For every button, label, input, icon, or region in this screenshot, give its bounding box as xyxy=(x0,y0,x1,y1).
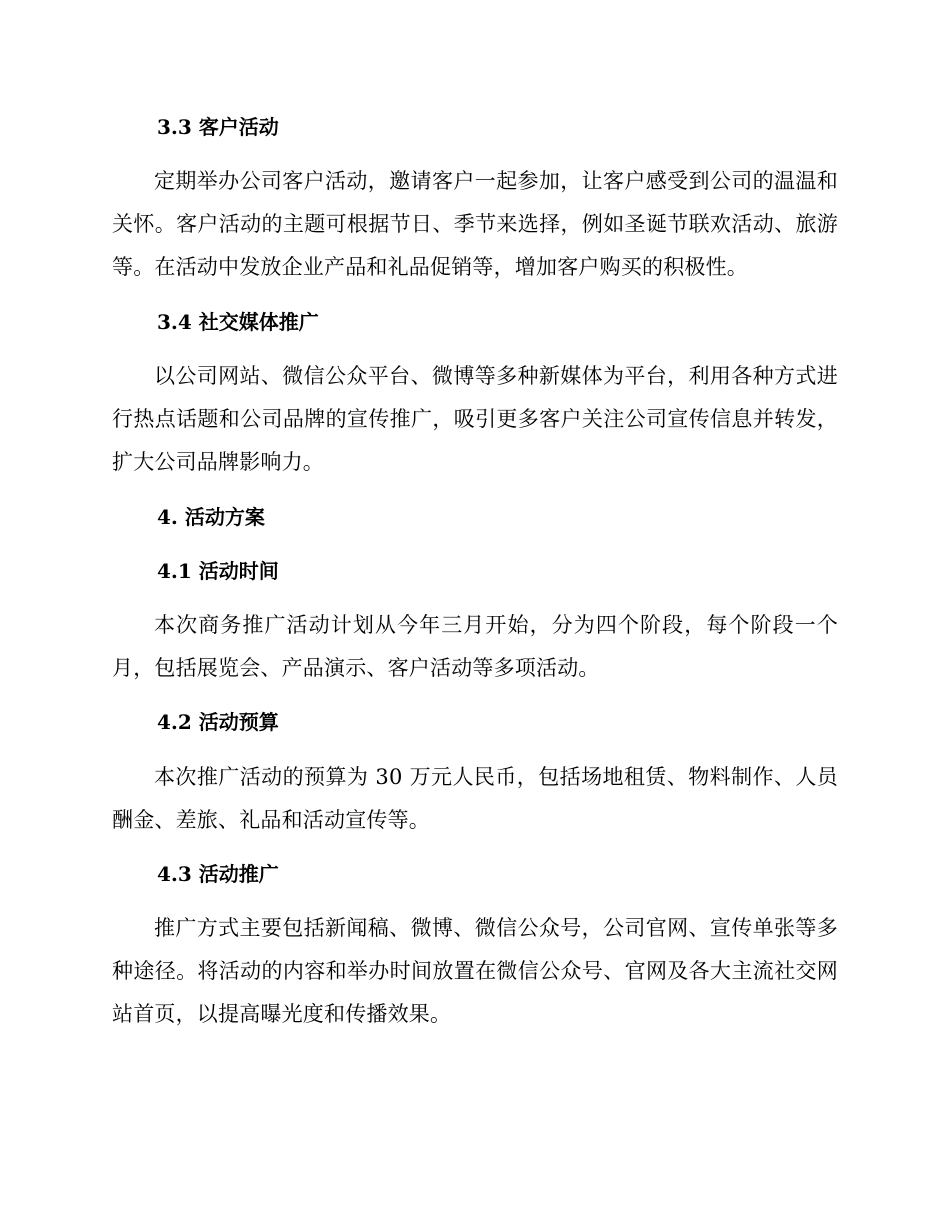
section-heading-4: 4. 活动方案 xyxy=(157,505,265,529)
section-paragraph-4-2: 本次推广活动的预算为 30 万元人民币，包括场地租赁、物料制作、人员酬金、差旅、礼品和活动宣传等。 xyxy=(112,765,838,832)
section-paragraph-4-1: 本次商务推广活动计划从今年三月开始，分为四个阶段，每个阶段一个月，包括展览会、产品演示、客户活动等多项活动。 xyxy=(112,613,838,680)
section-heading-4-2: 4.2 活动预算 xyxy=(157,710,279,734)
section-heading-3-3: 3.3 客户活动 xyxy=(157,115,279,139)
section-paragraph-3-4: 以公司网站、微信公众平台、微博等多种新媒体为平台，利用各种方式进行热点话题和公司品牌的宣传推广，吸引更多客户关注公司宣传信息并转发，扩大公司品牌影响力。 xyxy=(112,364,838,474)
section-paragraph-3-3: 定期举办公司客户活动，邀请客户一起参加，让客户感受到公司的温温和关怀。客户活动的主题可根据节日、季节来选择，例如圣诞节联欢活动、旅游等。在活动中发放企业产品和礼品促销等，增加客户购买的积极性。 xyxy=(112,169,838,279)
section-heading-4-1: 4.1 活动时间 xyxy=(157,559,279,583)
section-heading-3-4: 3.4 社交媒体推广 xyxy=(157,310,319,334)
section-heading-4-3: 4.3 活动推广 xyxy=(157,862,279,886)
section-paragraph-4-3: 推广方式主要包括新闻稿、微博、微信公众号，公司官网、宣传单张等多种途径。将活动的内容和举办时间放置在微信公众号、官网及各大主流社交网站首页，以提高曝光度和传播效果。 xyxy=(112,916,838,1026)
